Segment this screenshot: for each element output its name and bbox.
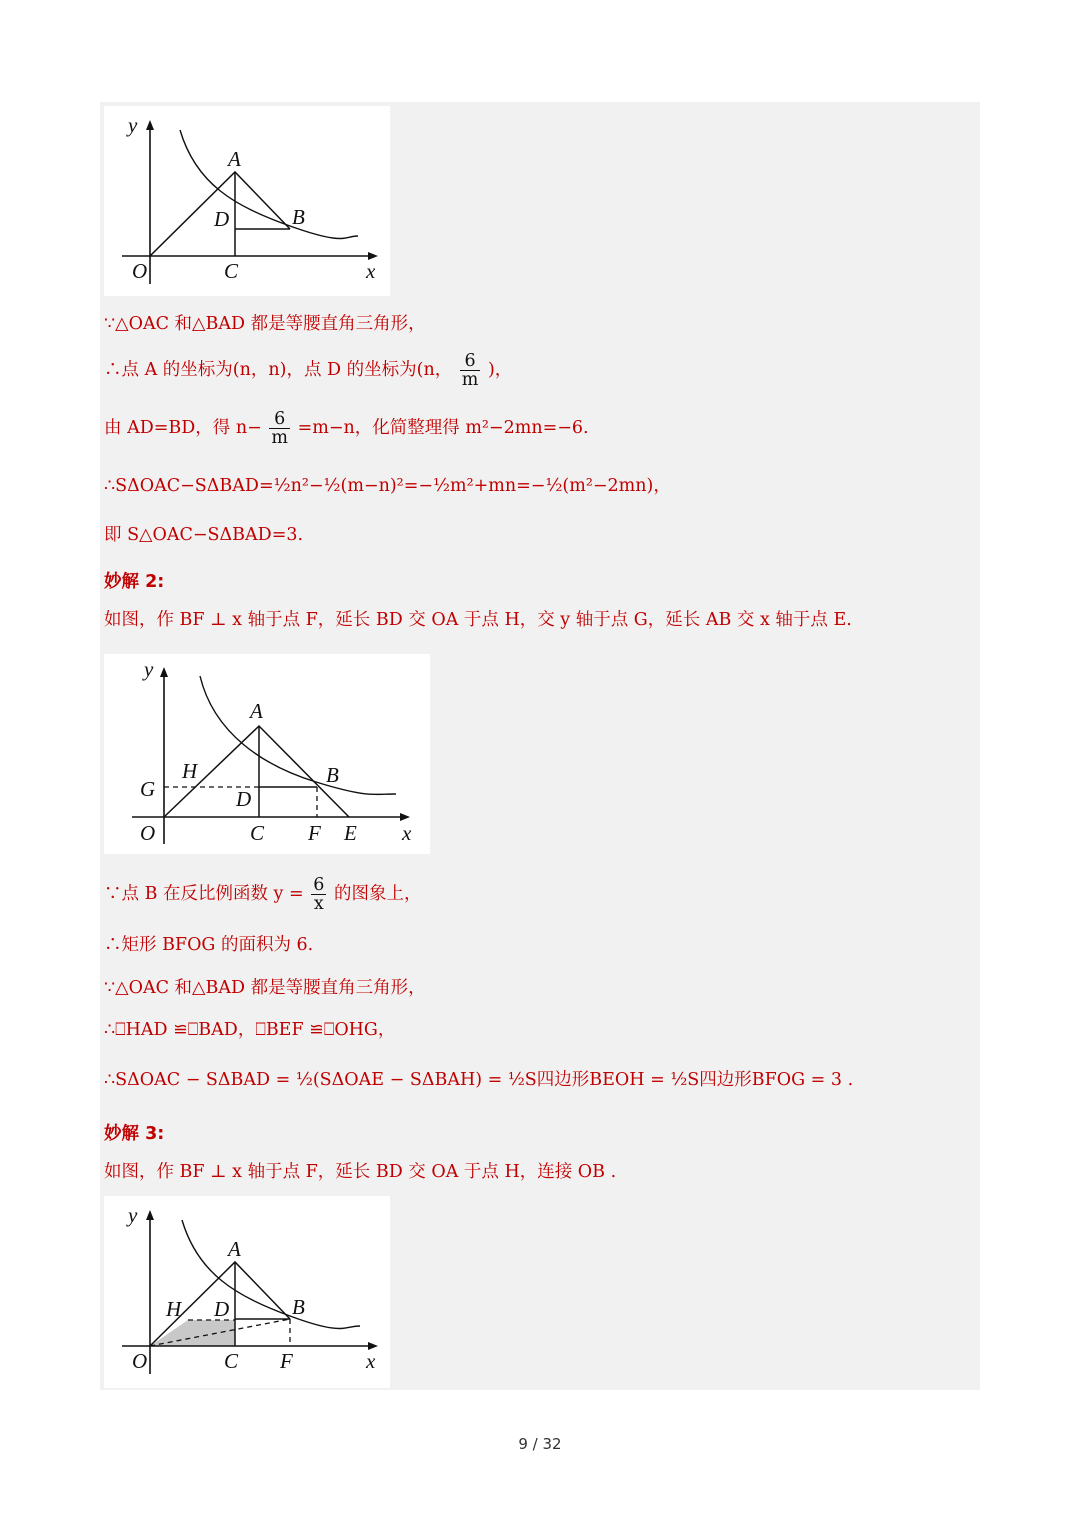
fig2-label-h: H — [182, 759, 198, 783]
sol2-line-2: ∵点 B 在反比例函数 y = $\frac{6}{x}$ 的图象上， — [104, 875, 422, 914]
sol2-line-6: ∴SΔOAC − SΔBAD = ½(SΔOAE − SΔBAH) = ½S四边形BEOH = ½S四边形BFOG = 3 . — [104, 1070, 854, 1090]
fig2-label-g: G — [140, 777, 156, 801]
fig2-label-y: y — [144, 657, 154, 681]
fig2-label-c: C — [250, 821, 265, 845]
page-number: 9 / 32 — [518, 1435, 562, 1453]
figure-2 — [104, 654, 430, 854]
fig3-label-o: O — [132, 1349, 148, 1373]
fig3-label-b: B — [292, 1295, 305, 1319]
fig2-label-x: x — [402, 821, 412, 845]
sol1-line-1: ∵△OAC 和△BAD 都是等腰直角三角形， — [104, 314, 426, 334]
sol2-heading: 妙解 2: — [104, 572, 165, 592]
fig1-label-b: B — [292, 205, 305, 229]
fraction: $\frac{6}{m}$ — [461, 351, 479, 390]
figure-2-graph — [104, 654, 430, 854]
figure-3 — [104, 1196, 390, 1388]
fig3-label-f: F — [280, 1349, 293, 1373]
sol2-line-1: 如图，作 BF ⊥ x 轴于点 F，延长 BD 交 OA 于点 H，交 y 轴于点 G，延长 AB 交 x 轴于点 E. — [104, 610, 852, 630]
fig1-label-o: O — [132, 259, 148, 283]
fig2-label-e: E — [344, 821, 357, 845]
figure-1-graph — [104, 106, 390, 296]
fraction: $\frac{6}{x}$ — [313, 875, 325, 914]
sol3-heading: 妙解 3: — [104, 1124, 165, 1144]
fig2-label-f: F — [308, 821, 321, 845]
fig3-label-h: H — [166, 1297, 182, 1321]
sol1-line-2: ∴点 A 的坐标为(n，n)，点 D 的坐标为(n， $\frac{6}{m}$ )， — [104, 351, 513, 390]
sol1-line-5: 即 S△OAC−SΔBAD=3. — [104, 525, 304, 545]
sol1-line-4: ∴SΔOAC−SΔBAD=½n²−½(m−n)²=−½m²+mn=−½(m²−2mn)， — [104, 476, 671, 496]
fig3-label-x: x — [366, 1349, 376, 1373]
fig1-label-a: A — [228, 147, 241, 171]
fig1-label-x: x — [366, 259, 376, 283]
fig1-label-y: y — [128, 113, 138, 137]
figure-3-graph — [104, 1196, 390, 1388]
fig2-label-d: D — [236, 787, 252, 811]
fig2-label-o: O — [140, 821, 156, 845]
sol2-line-4: ∵△OAC 和△BAD 都是等腰直角三角形， — [104, 978, 426, 998]
fig2-label-a: A — [250, 699, 263, 723]
sol3-line-1: 如图，作 BF ⊥ x 轴于点 F，延长 BD 交 OA 于点 H，连接 OB . — [104, 1162, 617, 1182]
sol1-line-3: 由 AD=BD，得 n− $\frac{6}{m}$ =m−n，化简整理得 m²−2mn=−6. — [104, 409, 589, 448]
fraction: $\frac{6}{m}$ — [271, 409, 288, 448]
fig2-label-b: B — [326, 763, 339, 787]
figure-1 — [104, 106, 390, 296]
fig3-label-d: D — [214, 1297, 230, 1321]
sol2-line-5: ∴⎕HAD ≌⎕BAD，⎕BEF ≌⎕OHG， — [104, 1020, 396, 1040]
fig3-label-y: y — [128, 1203, 138, 1227]
sol2-line-3: ∴矩形 BFOG 的面积为 6. — [104, 935, 314, 955]
fig3-label-c: C — [224, 1349, 239, 1373]
fig3-label-a: A — [228, 1237, 241, 1261]
fig1-label-d: D — [214, 207, 230, 231]
fig1-label-c: C — [224, 259, 239, 283]
